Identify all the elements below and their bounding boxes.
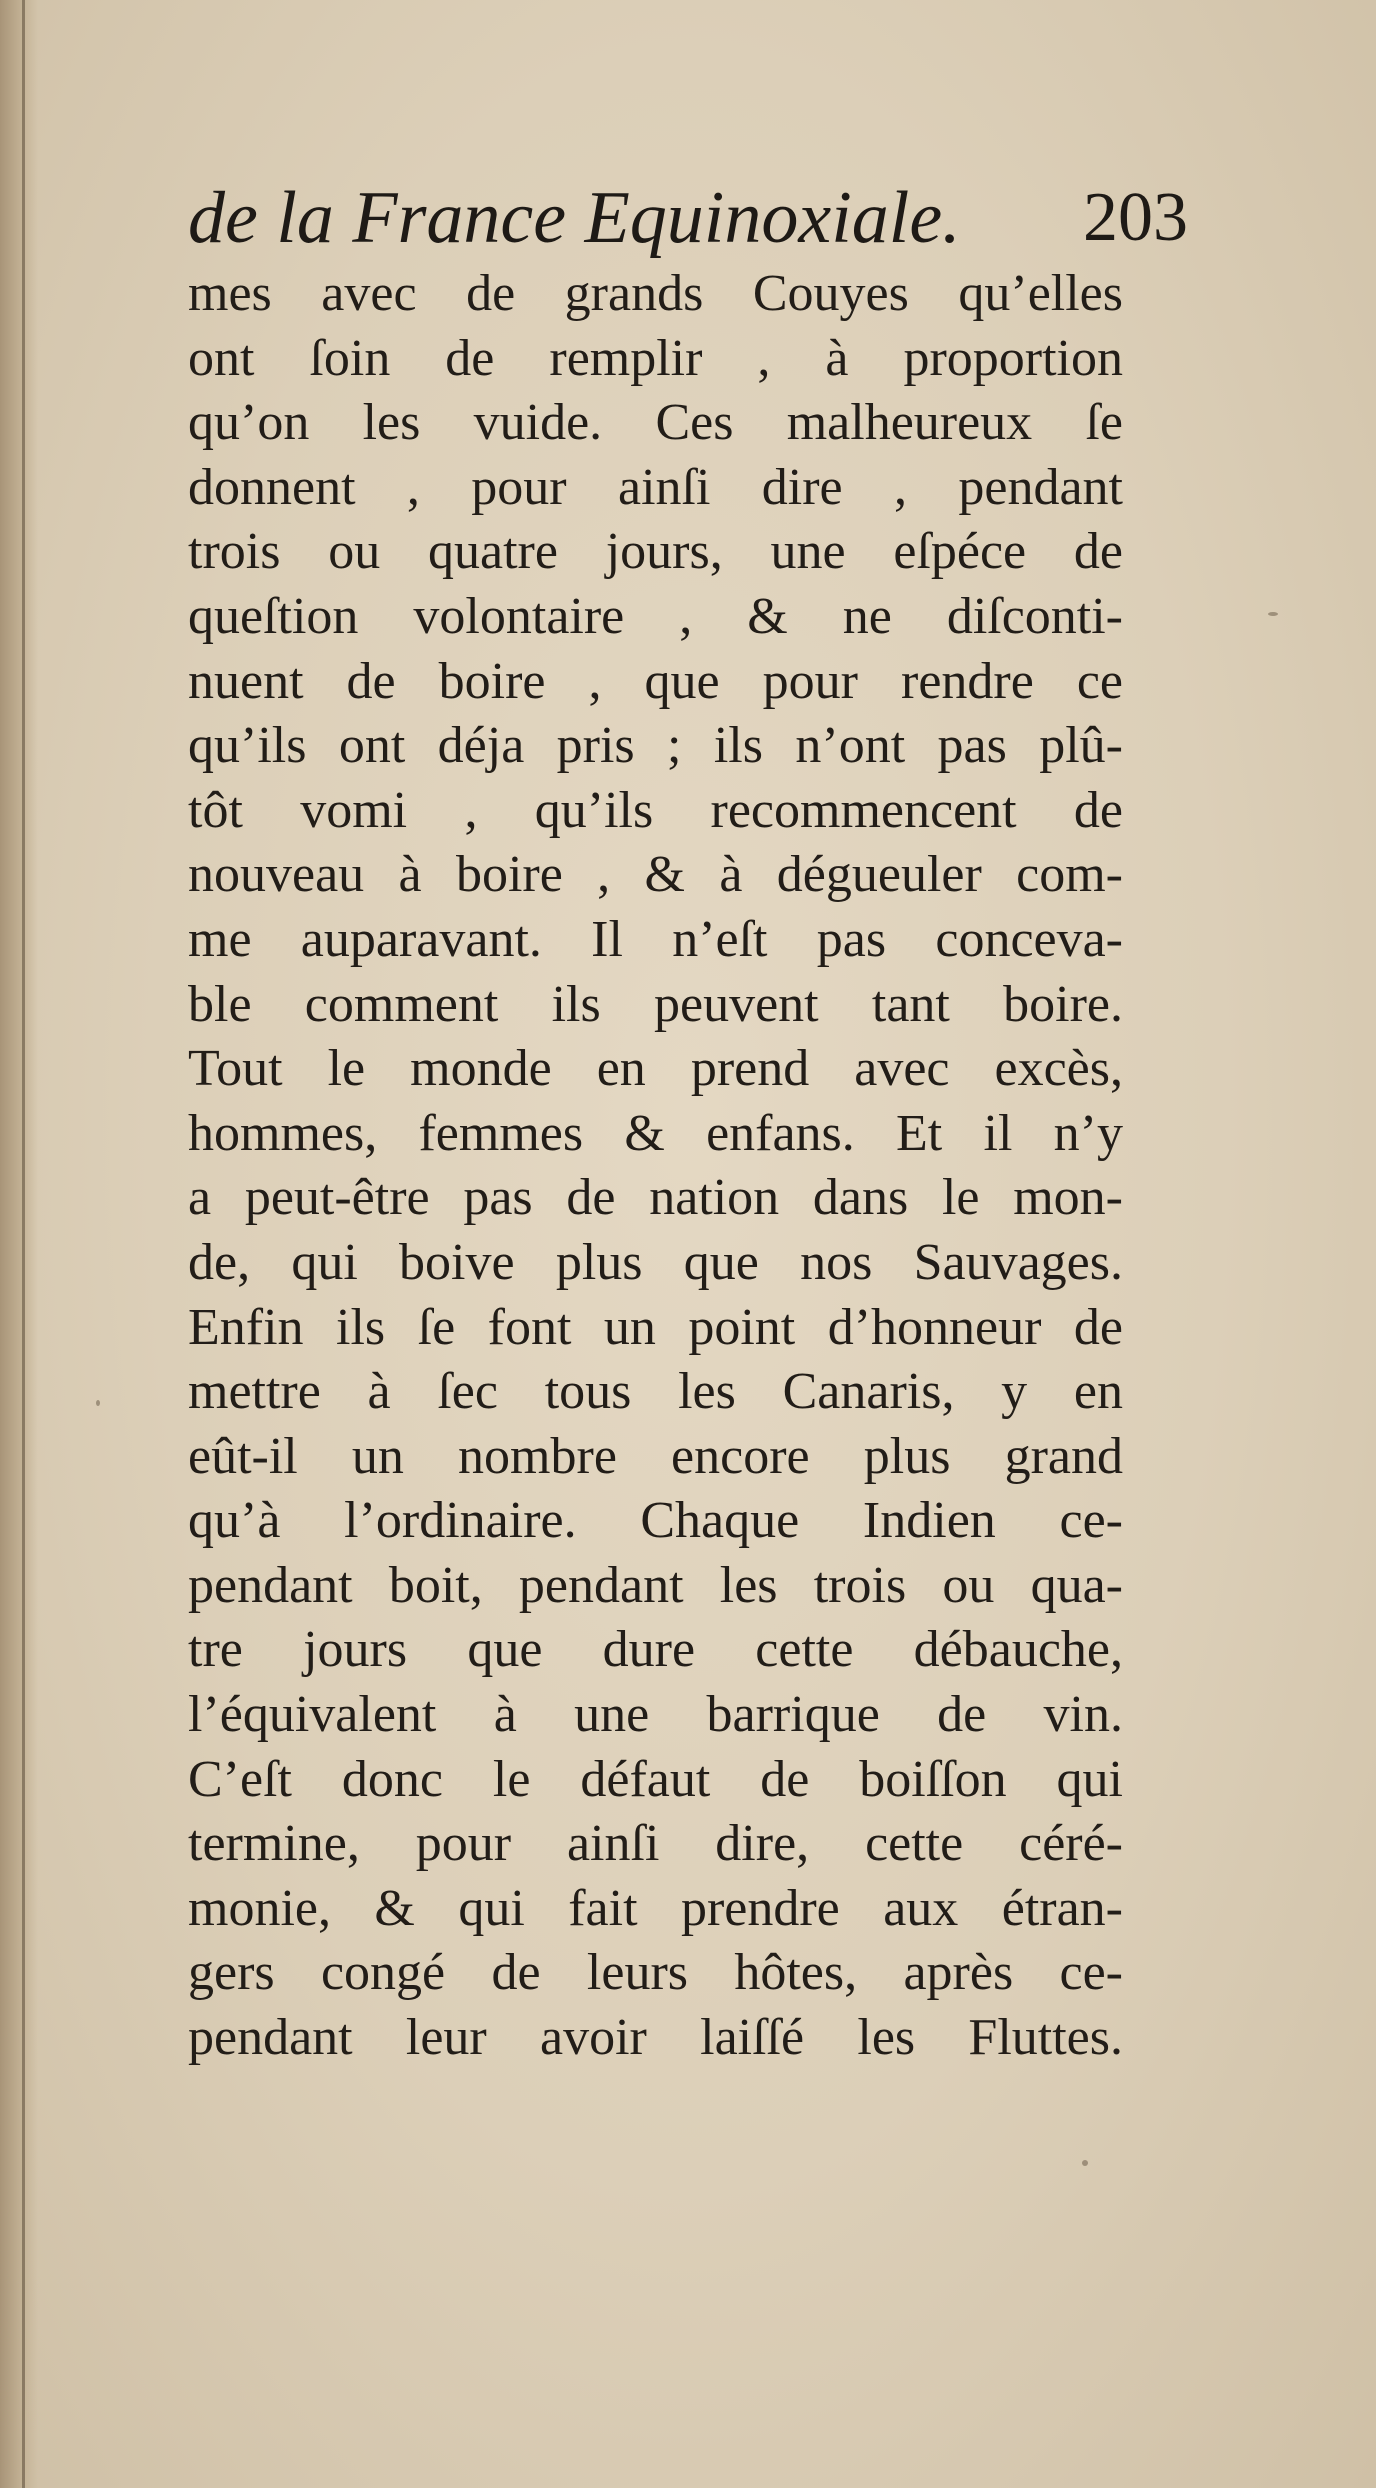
text-line: queſtion volontaire , & ne diſconti-	[188, 587, 1123, 645]
text-line: trois ou quatre jours, une eſpéce de	[188, 523, 1123, 581]
text-line: pendant leur avoir laiſſé les Fluttes.	[188, 2009, 1123, 2067]
text-line: ont ſoin de remplir , à proportion	[188, 329, 1123, 387]
text-line: qu’ils ont déja pris ; ils n’ont pas plû-	[188, 717, 1123, 775]
text-line: qu’on les vuide. Ces malheureux ſe	[188, 394, 1123, 452]
page-gutter	[0, 0, 38, 2488]
text-line: Enfin ils ſe font un point d’honneur de	[188, 1298, 1123, 1356]
text-line: ble comment ils peuvent tant boire.	[188, 975, 1123, 1033]
text-line: tôt vomi , qu’ils recommencent de	[188, 781, 1123, 839]
text-line: Tout le monde en prend avec excès,	[188, 1040, 1123, 1098]
running-head-title: de la France Equinoxiale.	[188, 177, 961, 259]
binding-edge	[22, 0, 25, 2488]
page-number: 203	[1083, 179, 1188, 256]
paper-speck	[1268, 612, 1278, 616]
text-line: C’eſt donc le défaut de boiſſon qui	[188, 1750, 1123, 1808]
text-line: nouveau à boire , & à dégueuler com-	[188, 846, 1123, 904]
text-line: mes avec de grands Couyes qu’elles	[188, 265, 1123, 322]
text-line: l’équivalent à une barrique de vin.	[188, 1686, 1123, 1744]
text-line: me auparavant. Il n’eſt pas conceva-	[188, 910, 1123, 968]
text-line: gers congé de leurs hôtes, après ce-	[188, 1944, 1123, 2002]
running-head	[188, 168, 1188, 268]
text-line: a peut-être pas de nation dans le mon-	[188, 1169, 1123, 1227]
text-line: hommes, femmes & enfans. Et il n’y	[188, 1104, 1123, 1162]
text-line: eût-il un nombre encore plus grand	[188, 1427, 1123, 1485]
text-line: pendant boit, pendant les trois ou qua-	[188, 1556, 1123, 1614]
paper-speck	[1082, 2160, 1088, 2166]
text-line: mettre à ſec tous les Canaris, y en	[188, 1363, 1123, 1421]
text-line: monie, & qui fait prendre aux étran-	[188, 1879, 1123, 1937]
text-line: qu’à l’ordinaire. Chaque Indien ce-	[188, 1492, 1123, 1550]
text-line: nuent de boire , que pour rendre ce	[188, 652, 1123, 710]
text-line: termine, pour ainſi dire, cette céré-	[188, 1815, 1123, 1873]
paper-speck	[96, 1400, 100, 1406]
text-line: donnent , pour ainſi dire , pendant	[188, 458, 1123, 516]
body-text	[188, 262, 1123, 2071]
text-line: de, qui boive plus que nos Sauvages.	[188, 1233, 1123, 1291]
text-line: tre jours que dure cette débauche,	[188, 1621, 1123, 1679]
